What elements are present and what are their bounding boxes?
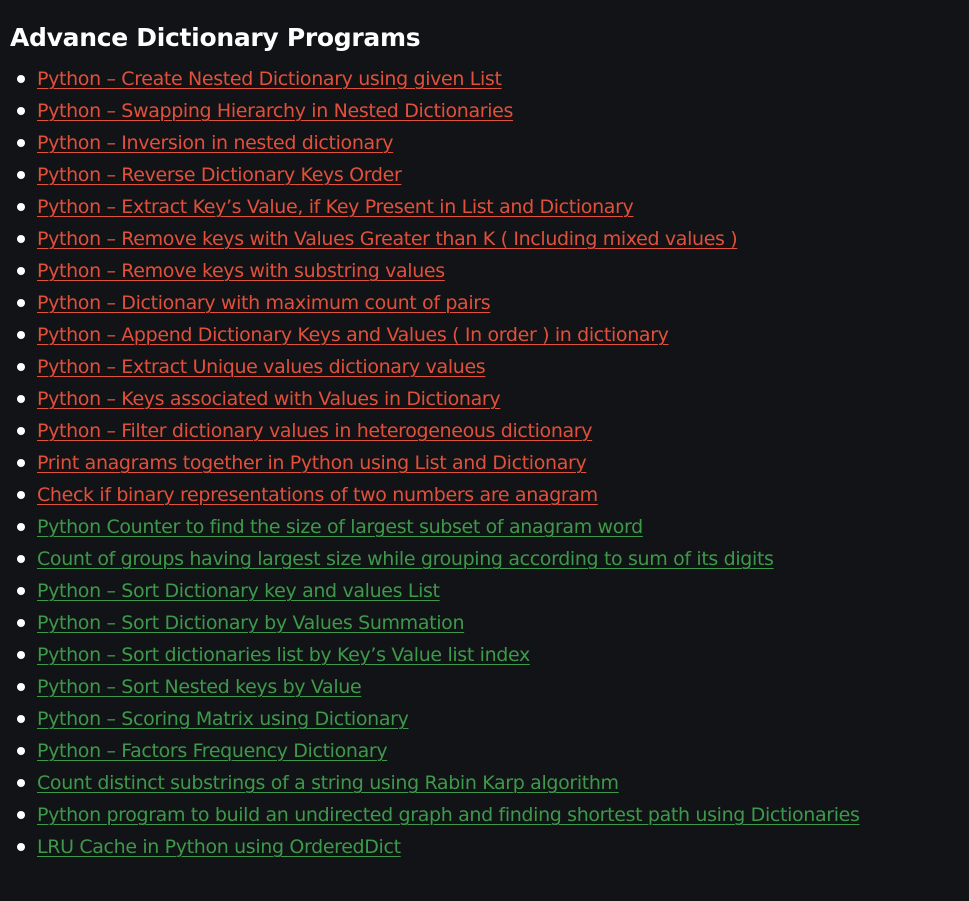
program-link[interactable]: Python – Scoring Matrix using Dictionary xyxy=(37,708,409,730)
bullet-icon xyxy=(17,267,25,275)
bullet-icon xyxy=(17,651,25,659)
bullet-icon xyxy=(17,331,25,339)
list-item xyxy=(37,671,969,703)
list-item xyxy=(37,159,969,191)
bullet-icon xyxy=(17,523,25,531)
list-item xyxy=(37,575,969,607)
bullet-icon xyxy=(17,811,25,819)
program-link[interactable]: Python – Reverse Dictionary Keys Order xyxy=(37,164,402,186)
section-heading: Advance Dictionary Programs xyxy=(10,23,421,52)
bullet-icon xyxy=(17,715,25,723)
bullet-icon xyxy=(17,747,25,755)
list-item xyxy=(37,703,969,735)
bullet-icon xyxy=(17,235,25,243)
bullet-icon xyxy=(17,587,25,595)
bullet-icon xyxy=(17,363,25,371)
program-link[interactable]: Python – Append Dictionary Keys and Values ( In order ) in dictionary xyxy=(37,324,669,346)
bullet-icon xyxy=(17,75,25,83)
program-link[interactable]: Python – Extract Unique values dictionary values xyxy=(37,356,486,378)
program-link[interactable]: Python – Inversion in nested dictionary xyxy=(37,132,394,154)
bullet-icon xyxy=(17,299,25,307)
list-item xyxy=(37,127,969,159)
bullet-icon xyxy=(17,683,25,691)
bullet-icon xyxy=(17,395,25,403)
program-link[interactable]: Python – Extract Key’s Value, if Key Present in List and Dictionary xyxy=(37,196,634,218)
list-item xyxy=(37,383,969,415)
program-link[interactable]: Count of groups having largest size while grouping according to sum of its digits xyxy=(37,548,774,570)
list-item xyxy=(37,511,969,543)
list-item xyxy=(37,319,969,351)
program-link[interactable]: Check if binary representations of two numbers are anagram xyxy=(37,484,598,506)
list-item xyxy=(37,351,969,383)
bullet-icon xyxy=(17,139,25,147)
list-item xyxy=(37,479,969,511)
bullet-icon xyxy=(17,427,25,435)
list-item xyxy=(37,735,969,767)
program-link[interactable]: Python – Sort Dictionary by Values Summation xyxy=(37,612,465,634)
program-link[interactable]: Python – Keys associated with Values in Dictionary xyxy=(37,388,501,410)
program-link[interactable]: Python – Sort Dictionary key and values List xyxy=(37,580,440,602)
program-link[interactable]: Python – Remove keys with Values Greater than K ( Including mixed values ) xyxy=(37,228,738,250)
program-link[interactable]: Python – Remove keys with substring values xyxy=(37,260,445,282)
program-link[interactable]: Python – Swapping Hierarchy in Nested Dictionaries xyxy=(37,100,514,122)
program-link[interactable]: Python program to build an undirected graph and finding shortest path using Dictionaries xyxy=(37,804,860,826)
list-item xyxy=(37,287,969,319)
bullet-icon xyxy=(17,107,25,115)
list-item xyxy=(37,63,969,95)
list-item xyxy=(37,543,969,575)
bullet-icon xyxy=(17,555,25,563)
program-link[interactable]: Python – Create Nested Dictionary using given List xyxy=(37,68,502,90)
list-item xyxy=(37,415,969,447)
program-link[interactable]: Print anagrams together in Python using List and Dictionary xyxy=(37,452,587,474)
program-link[interactable]: Python – Dictionary with maximum count of pairs xyxy=(37,292,491,314)
list-item xyxy=(37,799,969,831)
list-item xyxy=(37,639,969,671)
list-item xyxy=(37,191,969,223)
program-link[interactable]: Python – Factors Frequency Dictionary xyxy=(37,740,388,762)
list-item xyxy=(37,223,969,255)
list-item xyxy=(37,255,969,287)
program-link[interactable]: Python – Filter dictionary values in heterogeneous dictionary xyxy=(37,420,593,442)
bullet-icon xyxy=(17,171,25,179)
program-link[interactable]: Python – Sort Nested keys by Value xyxy=(37,676,362,698)
list-item xyxy=(37,831,969,863)
bullet-icon xyxy=(17,459,25,467)
program-link[interactable]: LRU Cache in Python using OrderedDict xyxy=(37,836,401,858)
list-item xyxy=(37,767,969,799)
program-link[interactable]: Python Counter to find the size of largest subset of anagram word xyxy=(37,516,643,538)
bullet-icon xyxy=(17,203,25,211)
bullet-icon xyxy=(17,491,25,499)
list-item xyxy=(37,95,969,127)
program-link-list xyxy=(10,63,969,863)
list-item xyxy=(37,447,969,479)
program-link[interactable]: Count distinct substrings of a string using Rabin Karp algorithm xyxy=(37,772,619,794)
bullet-icon xyxy=(17,779,25,787)
program-link[interactable]: Python – Sort dictionaries list by Key’s Value list index xyxy=(37,644,530,666)
bullet-icon xyxy=(17,619,25,627)
bullet-icon xyxy=(17,843,25,851)
list-item xyxy=(37,607,969,639)
